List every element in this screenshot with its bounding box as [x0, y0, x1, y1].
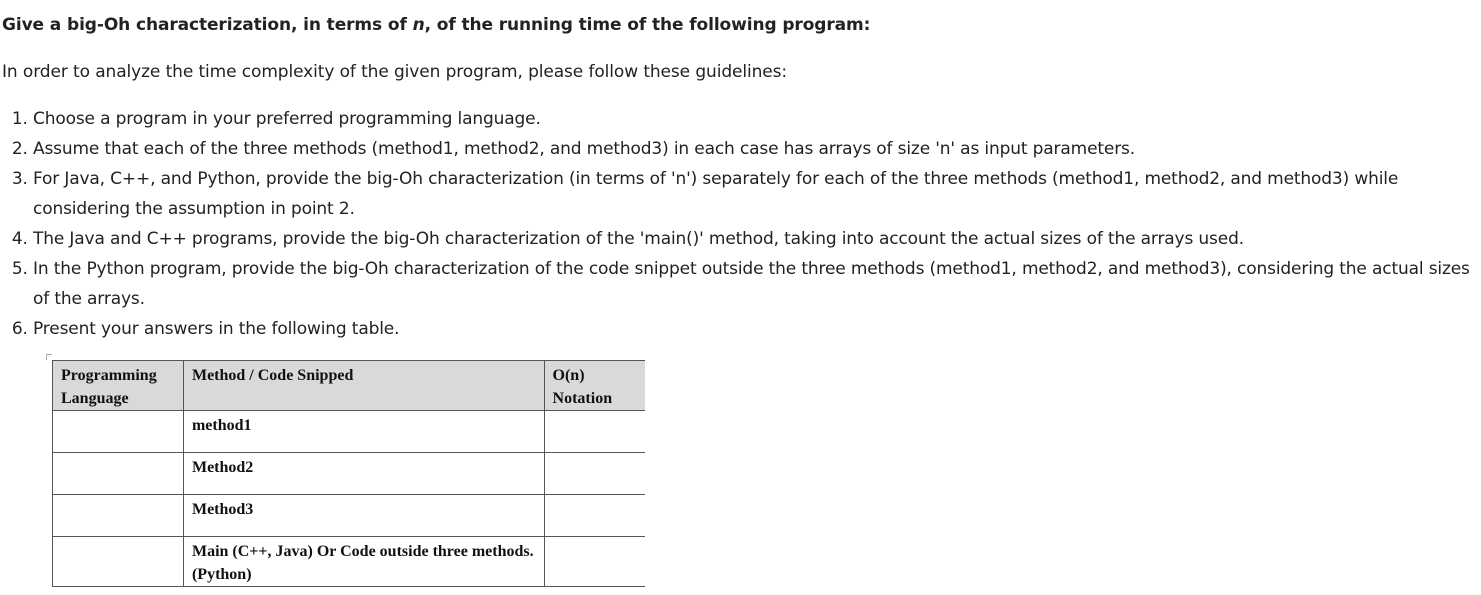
guidelines-list	[2, 104, 1473, 344]
table-row	[53, 537, 646, 587]
cell-method: Method2	[183, 453, 544, 495]
question-title	[2, 15, 870, 35]
header-notation: O(n) Notation	[544, 361, 645, 411]
guideline-item: 1. Choose a program in your preferred programming language.	[33, 104, 1473, 134]
cell-notation	[544, 495, 645, 537]
cell-method: Method3	[183, 495, 544, 537]
answers-table	[52, 360, 645, 587]
table-row	[53, 495, 646, 537]
header-programming-language: Programming Language	[53, 361, 184, 411]
header-method: Method / Code Snipped	[183, 361, 544, 411]
title-text-after: , of the running time of the following program:	[424, 15, 871, 35]
guideline-item: 5. In the Python program, provide the big-Oh characterization of the code snippet outside the three methods (method1, method2, and method3), considering the actual sizes of the arrays.	[33, 254, 1473, 314]
cell-language	[53, 495, 184, 537]
cell-language	[53, 453, 184, 495]
cell-language	[53, 537, 184, 587]
title-text-before: Give a big-Oh characterization, in terms of	[2, 15, 413, 35]
table-header-row	[53, 361, 646, 411]
cell-language	[53, 411, 184, 453]
table-row	[53, 411, 646, 453]
cell-notation	[544, 537, 645, 587]
guideline-item: 4. The Java and C++ programs, provide the big-Oh characterization of the 'main()' method, taking into account the actual sizes of the arrays used.	[33, 224, 1473, 254]
guideline-item: 6. Present your answers in the following table.	[33, 314, 1473, 344]
cell-notation	[544, 411, 645, 453]
answers-table-wrapper	[52, 360, 645, 587]
table-row	[53, 453, 646, 495]
guideline-item: 3. For Java, C++, and Python, provide the big-Oh characterization (in terms of 'n') separately for each of the three methods (method1, method2, and method3) while considering the assumption in point 2.	[33, 164, 1473, 224]
guideline-item: 2. Assume that each of the three methods (method1, method2, and method3) in each case has arrays of size 'n' as input parameters.	[33, 134, 1473, 164]
cell-notation	[544, 453, 645, 495]
guidelines-intro: In order to analyze the time complexity of the given program, please follow these guidelines:	[2, 62, 788, 82]
title-variable: n	[412, 15, 425, 35]
cell-method: Main (C++, Java) Or Code outside three methods. (Python)	[183, 537, 544, 587]
cell-method: method1	[183, 411, 544, 453]
